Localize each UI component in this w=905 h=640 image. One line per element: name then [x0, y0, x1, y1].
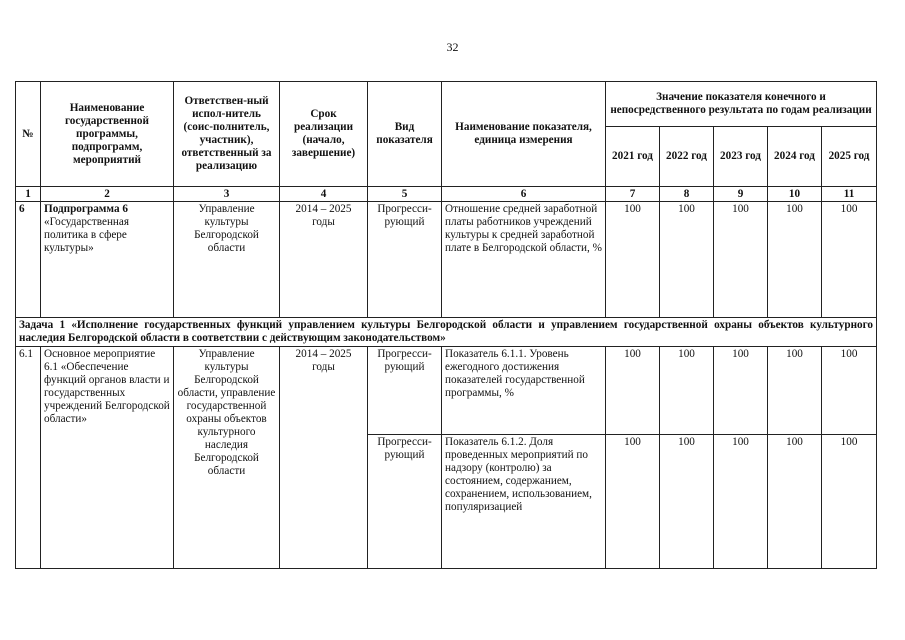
value-cell: 100 — [606, 347, 660, 435]
row-number: 6.1 — [16, 347, 41, 569]
value-cell: 100 — [714, 347, 768, 435]
term-cell: 2014 – 2025 годы — [280, 347, 368, 569]
value-cell: 100 — [768, 347, 822, 435]
column-number: 7 — [606, 187, 660, 202]
kind-cell: Прогресси-рующий — [368, 347, 442, 435]
indicator-cell: Показатель 6.1.2. Доля проведенных мероприятий по надзору (контролю) за состоянием, содержанием, сохранением, использованием, популяризацией — [442, 435, 606, 569]
term-cell: 2014 – 2025 годы — [280, 202, 368, 318]
kind-cell: Прогресси-рующий — [368, 202, 442, 318]
responsible-cell: Управление культуры Белгородской области, управление государственной охраны объектов культурного наследия Белгородской области — [174, 347, 280, 569]
subprogram-6-row — [16, 202, 877, 318]
measure-6-1-row — [16, 347, 877, 435]
column-number: 5 — [368, 187, 442, 202]
row-number: 6 — [16, 202, 41, 318]
value-cell: 100 — [768, 435, 822, 569]
program-table — [15, 81, 877, 569]
header-name: Наименование государственной программы, подпрограмм, мероприятий — [41, 82, 174, 187]
column-number: 9 — [714, 187, 768, 202]
subprogram-subtitle: «Государственная политика в сфере культуры» — [44, 216, 130, 254]
value-cell: 100 — [606, 435, 660, 569]
header-indicator: Наименование показателя, единица измерения — [442, 82, 606, 187]
value-cell: 100 — [714, 202, 768, 318]
column-number: 3 — [174, 187, 280, 202]
column-number: 10 — [768, 187, 822, 202]
column-number: 11 — [822, 187, 877, 202]
value-cell: 100 — [822, 347, 877, 435]
header-responsible: Ответствен-ный испол-нитель (соис-полнитель, участник), ответственный за реализацию — [174, 82, 280, 187]
subprogram-title: Подпрограмма 6 — [44, 203, 128, 215]
measure-name: Основное мероприятие 6.1 «Обеспечение функций органов власти и государственных учреждений Белгородской области» — [41, 347, 174, 569]
subprogram-name — [41, 202, 174, 318]
header-kind: Вид показателя — [368, 82, 442, 187]
header-year: 2024 год — [768, 127, 822, 187]
task-row — [16, 318, 877, 347]
kind-cell: Прогресси-рующий — [368, 435, 442, 569]
header-values: Значение показателя конечного и непосредственного результата по годам реализации — [606, 82, 877, 127]
value-cell: 100 — [606, 202, 660, 318]
header-term: Срок реализации (начало, завершение) — [280, 82, 368, 187]
header-year: 2021 год — [606, 127, 660, 187]
value-cell: 100 — [714, 435, 768, 569]
value-cell: 100 — [660, 435, 714, 569]
value-cell: 100 — [660, 202, 714, 318]
header-year: 2023 год — [714, 127, 768, 187]
column-number: 8 — [660, 187, 714, 202]
page-number: 32 — [446, 40, 459, 54]
column-number: 6 — [442, 187, 606, 202]
value-cell: 100 — [768, 202, 822, 318]
task-text: Задача 1 «Исполнение государственных функций управлением культуры Белгородской области и управлением государственной охраны объектов культурного наследия Белгородской области в соответствии с действующим законодательством» — [16, 318, 877, 347]
responsible-cell: Управление культуры Белгородской области — [174, 202, 280, 318]
header-no: № — [16, 82, 41, 187]
column-number: 2 — [41, 187, 174, 202]
value-cell: 100 — [660, 347, 714, 435]
indicator-cell: Отношение средней заработной платы работников учреждений культуры к средней заработной плате в Белгородской области, % — [442, 202, 606, 318]
value-cell: 100 — [822, 435, 877, 569]
header-row-1 — [16, 82, 877, 127]
column-numbers-row — [16, 187, 877, 202]
value-cell: 100 — [822, 202, 877, 318]
column-number: 1 — [16, 187, 41, 202]
header-year: 2025 год — [822, 127, 877, 187]
indicator-cell: Показатель 6.1.1. Уровень ежегодного достижения показателей государственной программы, % — [442, 347, 606, 435]
header-year: 2022 год — [660, 127, 714, 187]
column-number: 4 — [280, 187, 368, 202]
